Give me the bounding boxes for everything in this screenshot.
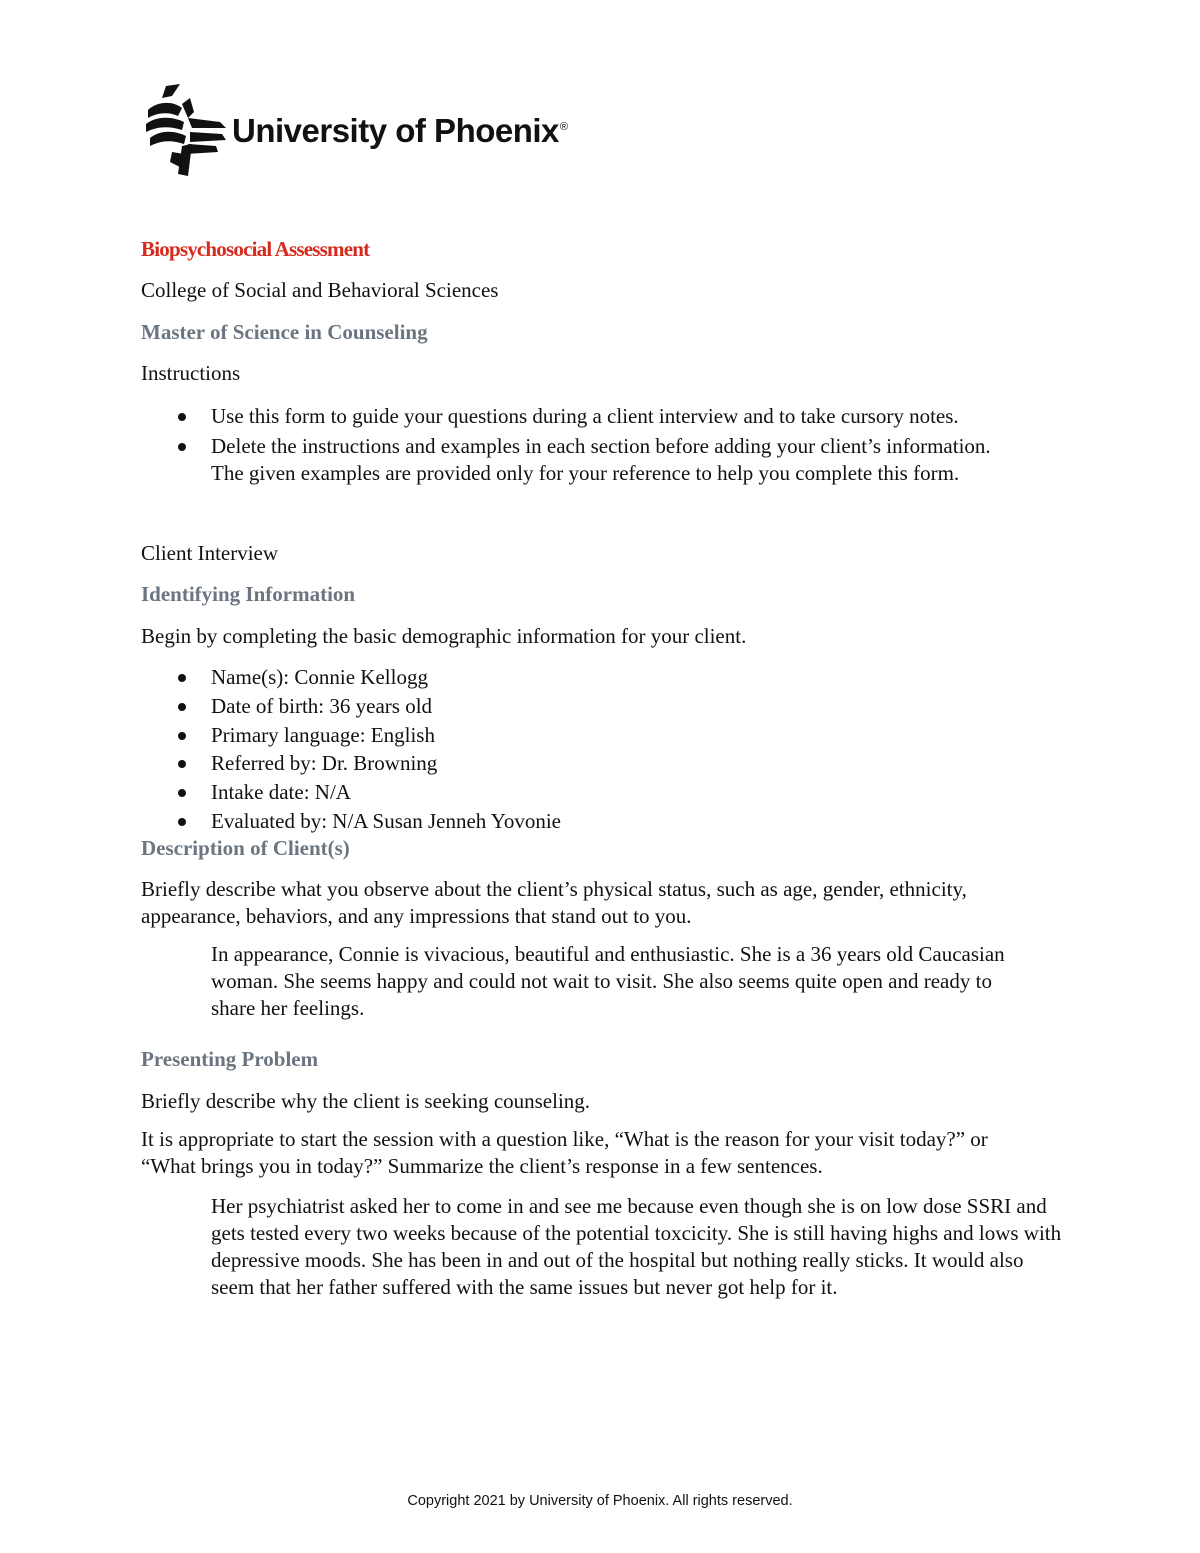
program-name: Master of Science in Counseling — [141, 320, 428, 344]
presenting-problem-guidance: It is appropriate to start the session with a question like, “What is the reason for your visit today?” or “What brings you in today?” Summarize the client’s response in a few sentences. — [141, 1127, 988, 1178]
brand-name: University of Phoenix — [232, 112, 559, 149]
description-heading: Description of Client(s) — [141, 836, 350, 860]
demographic-item-language: Primary language: English — [141, 721, 561, 750]
document-title: Biopsychosocial Assessment — [141, 237, 370, 261]
instruction-item: Delete the instructions and examples in each section before adding your client’s information. The given examples are provided only for your reference to help you complete this form. — [141, 433, 1011, 487]
university-logo — [142, 82, 568, 178]
copyright-footer: Copyright 2021 by University of Phoenix. All rights reserved. — [407, 1493, 793, 1509]
phoenix-bird-icon — [142, 82, 228, 178]
brand-wordmark — [232, 112, 568, 150]
demographic-item-dob: Date of birth: 36 years old — [141, 692, 561, 721]
presenting-problem-prompt: Briefly describe why the client is seeking counseling. — [141, 1089, 591, 1113]
demographic-item-name: Name(s): Connie Kellogg — [141, 663, 561, 692]
college-name: College of Social and Behavioral Sciences — [141, 278, 499, 302]
demographic-item-evaluated-by: Evaluated by: N/A Susan Jenneh Yovonie — [141, 807, 561, 836]
description-prompt: Briefly describe what you observe about the client’s physical status, such as age, gender, ethnicity, appearance, behaviors, and any impressions that stand out to you. — [141, 877, 967, 928]
instruction-item: Use this form to guide your questions during a client interview and to take cursory notes. — [141, 403, 1081, 430]
identifying-intro: Begin by completing the basic demographic information for your client. — [141, 624, 747, 648]
registered-mark: ® — [559, 121, 568, 133]
instructions-list — [141, 403, 1081, 487]
description-response: In appearance, Connie is vivacious, beautiful and enthusiastic. She is a 36 years old Caucasian woman. She seems happy and could not wait to visit. She also seems quite open and ready to share her feelings. — [211, 942, 1005, 1020]
client-interview-label: Client Interview — [141, 541, 279, 565]
demographic-item-intake-date: Intake date: N/A — [141, 778, 561, 807]
identifying-information-heading: Identifying Information — [141, 582, 356, 606]
demographic-item-referred-by: Referred by: Dr. Browning — [141, 749, 561, 778]
presenting-problem-response: Her psychiatrist asked her to come in and see me because even though she is on low dose SSRI and gets tested every two weeks because of the potential toxcicity. She is still having highs and lows with depressive moods. She has been in and out of the hospital but nothing really sticks. It would also seem that her father suffered with the same issues but never got help for it. — [211, 1194, 1062, 1299]
presenting-problem-heading: Presenting Problem — [141, 1047, 319, 1071]
demographics-list — [141, 663, 561, 836]
instructions-label: Instructions — [141, 361, 241, 385]
